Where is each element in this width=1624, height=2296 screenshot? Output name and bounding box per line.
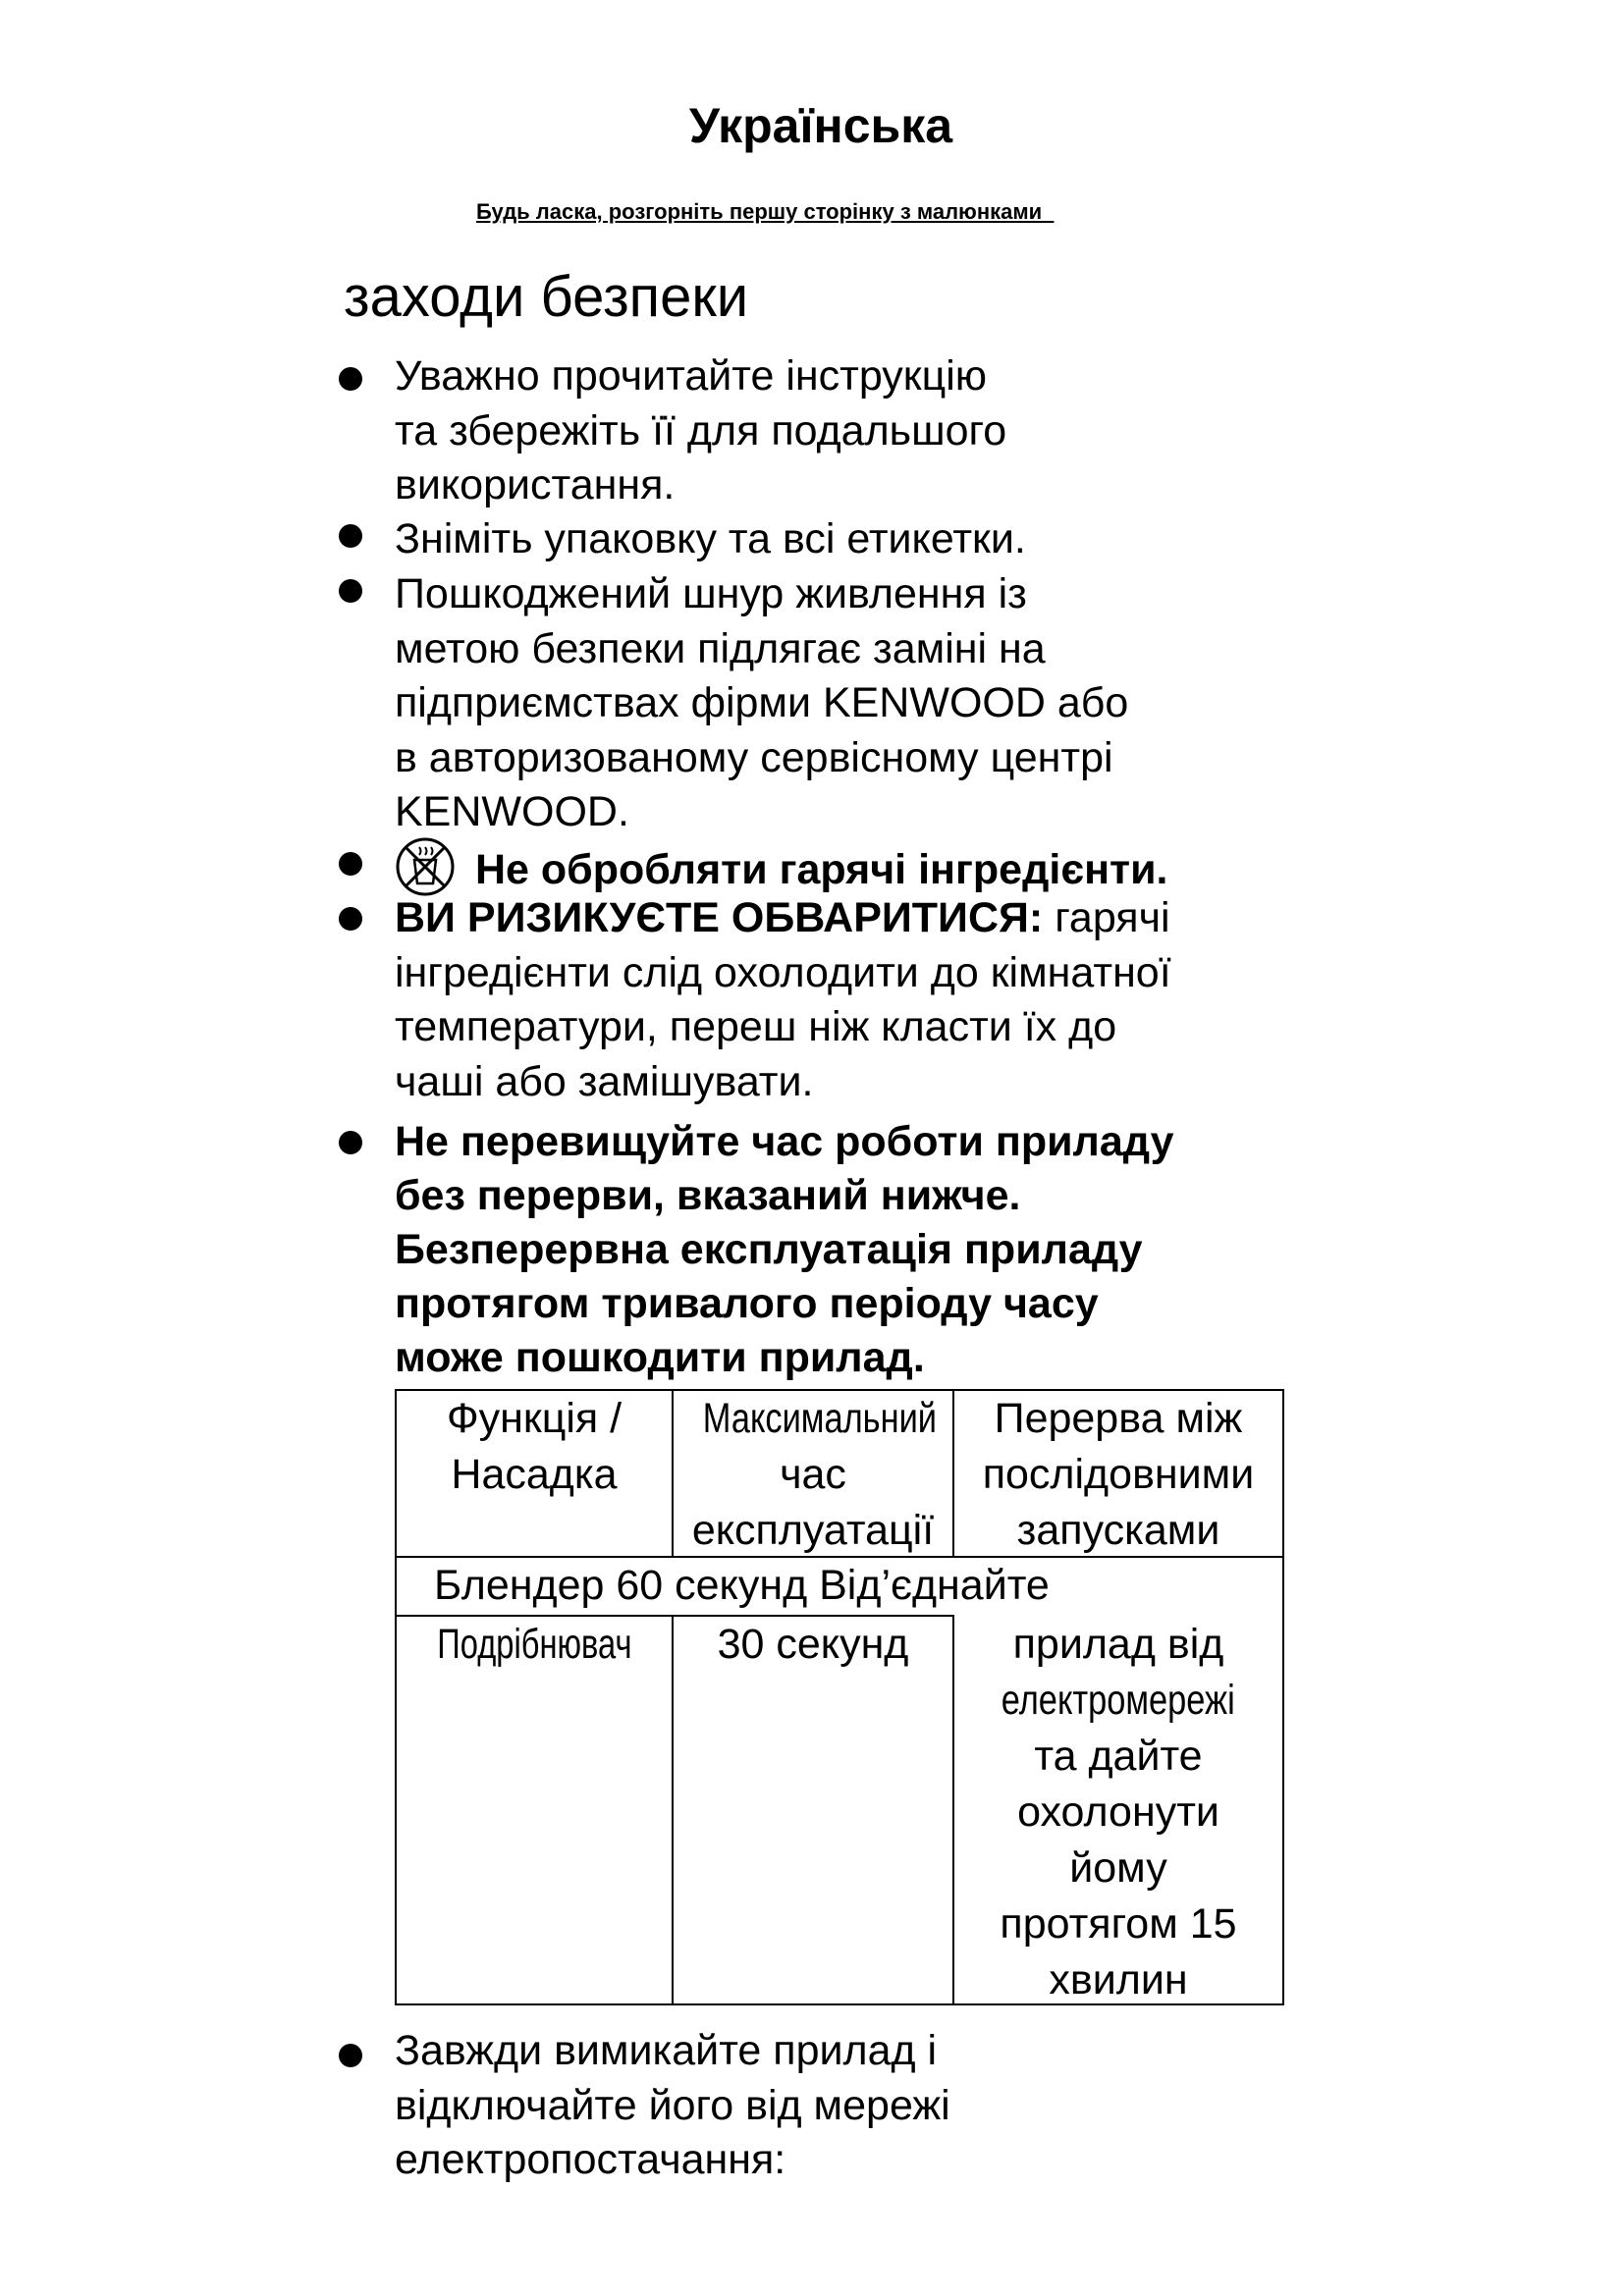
- text-line: підприємствах фірми KENWOOD або: [395, 679, 1129, 726]
- page-title: Українська: [688, 98, 953, 153]
- cell-chopper-function: Подрібнювач: [436, 1621, 632, 1668]
- header-function: Функція / Насадка: [446, 1395, 623, 1498]
- bullet-icon: [339, 367, 362, 391]
- text-line: без перерви, вказаний нижче.: [395, 1172, 1021, 1219]
- bullet-icon: [339, 524, 362, 548]
- section-heading: заходи безпеки: [344, 265, 749, 329]
- operating-time-table: [395, 1389, 1284, 2005]
- header-max-time: Максимальний час експлуатації: [691, 1395, 938, 1554]
- bullet-icon: [339, 2044, 362, 2067]
- text-line: Завжди вимикайте прилад і: [395, 2027, 938, 2074]
- item-scald-warning: [395, 891, 1308, 1109]
- text-line: Безперервна експлуатація приладу: [395, 1226, 1143, 1273]
- warning-label: ВИ РИЗИКУЄТЕ ОБВАРИТИСЯ:: [395, 894, 1044, 941]
- text-line: протягом тривалого періоду часу: [395, 1280, 1099, 1327]
- text-line: Не перевищуйте час роботи приладу: [395, 1118, 1174, 1165]
- item-unpack: [395, 512, 1308, 567]
- text-line: KENWOOD.: [395, 788, 629, 835]
- text-line: та збережіть її для подальшого: [395, 406, 1007, 454]
- text-line: використання.: [395, 461, 676, 508]
- text-line: електропостачання:: [395, 2136, 786, 2183]
- text-line: може пошкодити прилад.: [395, 1334, 925, 1381]
- item-read-instructions: [395, 349, 1308, 513]
- text-line: чаші або замішувати.: [395, 1057, 814, 1105]
- bullet-icon: [339, 852, 362, 876]
- item-operating-time: [395, 1115, 1308, 1385]
- header-pause: Перерва між послідовними запусками: [982, 1395, 1255, 1554]
- text-line: в авторизованому сервісному центрі: [395, 733, 1113, 781]
- text-line: Уважно прочитайте інструкцію: [395, 352, 988, 400]
- cell-pause-text: прилад від електромережі та дайте охолонути йому протягом 15 хвилин: [1000, 1621, 1237, 2003]
- item-no-hot-ingredients: [395, 836, 1308, 898]
- no-hot-ingredients-icon: [395, 836, 456, 897]
- no-hot-text: Не обробляти гарячі інгредієнти.: [475, 846, 1168, 893]
- text-line: відключайте його від мережі: [395, 2081, 950, 2129]
- text-line: гарячі: [1043, 894, 1170, 941]
- bullet-icon: [339, 579, 362, 603]
- text-line: Пошкоджений шнур живлення із: [395, 570, 1027, 617]
- text-line: температури, переш ніж класти їх до: [395, 1003, 1117, 1050]
- text-line: Зніміть упаковку та всі етикетки.: [395, 515, 1026, 562]
- row-blender: Блендер 60 секунд Від’єднайте: [434, 1562, 1050, 1609]
- item-switch-off: [395, 2024, 1308, 2188]
- text-line: метою безпеки підлягає заміні на: [395, 624, 1046, 672]
- unfold-instruction: Будь ласка, розгорніть першу сторінку з малюнками: [476, 199, 1055, 224]
- item-damaged-cord: [395, 567, 1308, 840]
- text-line: інгредієнти слід охолодити до кімнатної: [395, 948, 1171, 996]
- bullet-icon: [339, 907, 362, 931]
- bullet-icon: [339, 1131, 362, 1154]
- cell-chopper-time: 30 секунд: [717, 1621, 909, 1668]
